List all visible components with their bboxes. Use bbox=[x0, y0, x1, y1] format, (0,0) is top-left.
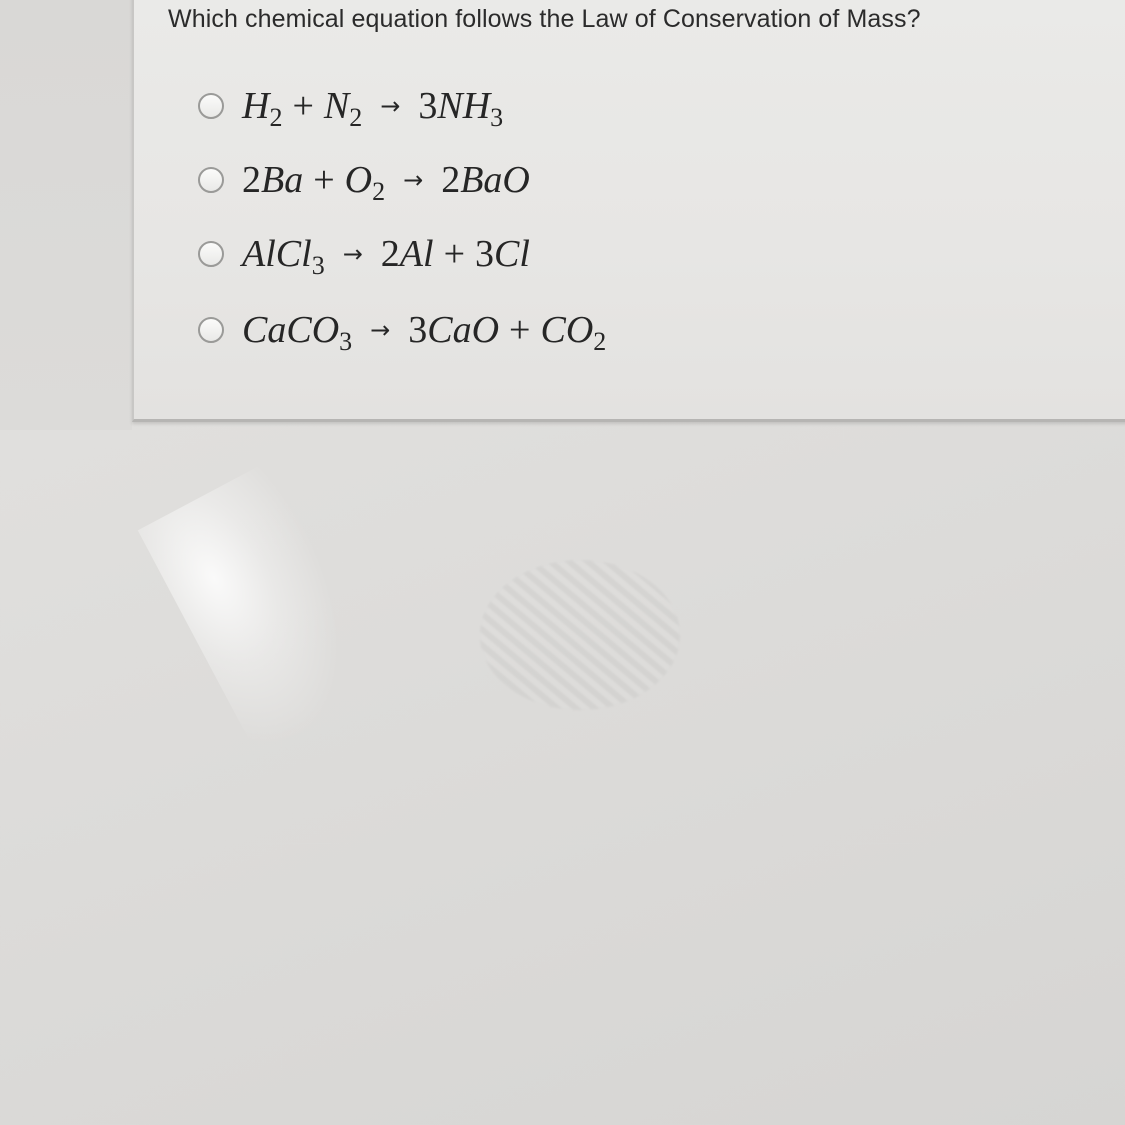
chemical-symbol: N bbox=[323, 85, 350, 127]
screen-background bbox=[0, 0, 132, 430]
subscript: 3 bbox=[311, 251, 325, 280]
coefficient: 3 bbox=[418, 85, 438, 127]
chemical-symbol: H bbox=[242, 85, 270, 127]
coefficient: 2 bbox=[380, 233, 400, 275]
question-card bbox=[132, 0, 1125, 422]
chemical-symbol: CO bbox=[540, 309, 594, 351]
answer-option-3[interactable] bbox=[198, 232, 530, 280]
subscript: 3 bbox=[490, 103, 504, 132]
reaction-arrow: → bbox=[370, 316, 391, 344]
plus-sign: + bbox=[292, 85, 314, 127]
reaction-arrow: → bbox=[380, 92, 401, 120]
plus-sign: + bbox=[313, 159, 335, 201]
chemical-term bbox=[381, 232, 434, 276]
chemical-term bbox=[242, 84, 283, 132]
chemical-symbol: Cl bbox=[494, 233, 530, 275]
chemical-symbol: O bbox=[344, 159, 373, 201]
subscript: 3 bbox=[339, 327, 353, 356]
chemical-term bbox=[475, 232, 530, 276]
subscript: 2 bbox=[349, 103, 363, 132]
chemical-symbol: Ba bbox=[261, 159, 304, 201]
answer-option-4[interactable] bbox=[198, 308, 607, 356]
coefficient: 3 bbox=[475, 233, 495, 275]
chemical-term bbox=[242, 158, 303, 202]
answer-option-2[interactable] bbox=[198, 158, 530, 206]
plus-sign: + bbox=[443, 233, 466, 275]
question-prompt: Which chemical equation follows the Law of Conservation of Mass? bbox=[168, 5, 921, 33]
chemical-symbol: NH bbox=[437, 85, 491, 127]
chemical-symbol: AlCl bbox=[242, 233, 312, 275]
chemical-term bbox=[344, 158, 386, 206]
radio-button-icon[interactable] bbox=[198, 241, 224, 267]
subscript: 2 bbox=[269, 103, 283, 132]
screen-glare bbox=[138, 460, 393, 760]
coefficient: 2 bbox=[242, 159, 261, 201]
chemical-symbol: Al bbox=[399, 233, 434, 275]
answer-option-1[interactable] bbox=[198, 84, 504, 132]
equation-text bbox=[242, 158, 530, 206]
coefficient: 3 bbox=[408, 309, 428, 351]
equation-text bbox=[242, 232, 530, 280]
radio-button-icon[interactable] bbox=[198, 93, 224, 119]
radio-button-icon[interactable] bbox=[198, 167, 224, 193]
chemical-term bbox=[540, 308, 607, 356]
coefficient: 2 bbox=[441, 159, 461, 201]
chemical-term bbox=[323, 84, 363, 132]
equation-text bbox=[242, 308, 607, 356]
screen-moire bbox=[480, 560, 680, 710]
chemical-term bbox=[441, 158, 530, 202]
subscript: 2 bbox=[372, 177, 386, 206]
equation-text bbox=[242, 84, 504, 132]
subscript: 2 bbox=[593, 327, 607, 356]
chemical-term bbox=[242, 308, 353, 356]
chemical-term bbox=[418, 84, 504, 132]
chemical-symbol: BaO bbox=[460, 159, 530, 201]
plus-sign: + bbox=[509, 309, 531, 351]
chemical-term bbox=[408, 308, 499, 352]
chemical-symbol: CaCO bbox=[242, 309, 340, 351]
radio-button-icon[interactable] bbox=[198, 317, 224, 343]
reaction-arrow: → bbox=[403, 166, 424, 194]
chemical-term bbox=[242, 232, 325, 280]
reaction-arrow: → bbox=[342, 240, 363, 268]
chemical-symbol: CaO bbox=[427, 309, 500, 351]
